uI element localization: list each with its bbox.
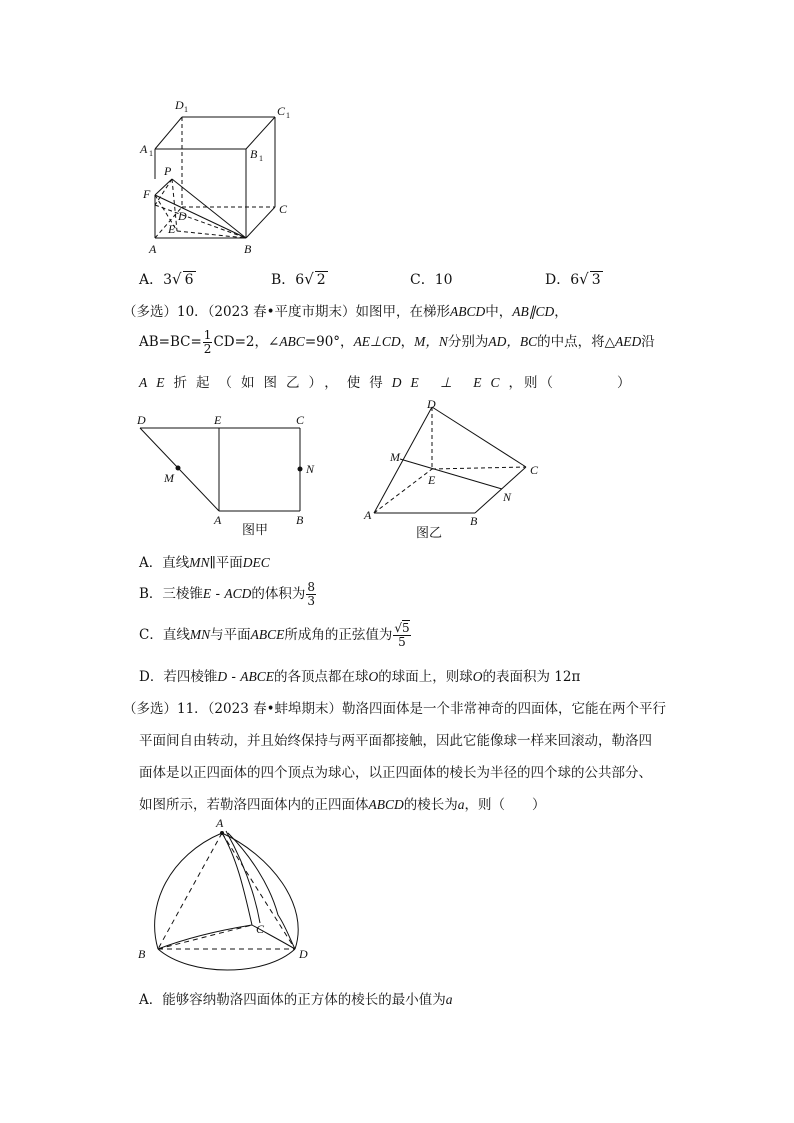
yi-label-C: C	[530, 463, 539, 477]
jia-label-A: A	[214, 513, 222, 527]
q11-line-2: 平面间自由转动，并且始终保持与两平面都接触，因此它能像球一样来回滚动，勒洛四	[139, 733, 652, 749]
q10-option-a[interactable]: A．直线MN∥平面DEC	[139, 555, 270, 571]
jia-label-C: C	[296, 413, 305, 427]
yi-label-N: N	[503, 490, 512, 504]
reuleaux-label-B: B	[138, 947, 146, 961]
reuleaux-label-A: A	[216, 816, 224, 830]
label-C1-sub: 1	[286, 111, 290, 120]
q10-line-3: AE折起（如图乙），使得DE ⊥ EC，则（ ）	[139, 375, 633, 391]
jia-label-N: N	[306, 462, 315, 476]
label-D1: D	[175, 98, 184, 112]
q11-line-3: 面体是以正四面体的四个顶点为球心，以正四面体的棱长为半径的四个球的公共部分、	[139, 765, 652, 781]
q9-option-a[interactable]: A．3√ 6	[139, 270, 194, 288]
yi-caption: 图乙	[416, 526, 443, 541]
reuleaux-label-C: C	[256, 922, 265, 936]
q11-option-a[interactable]: A．能够容纳勒洛四面体的正方体的棱长的最小值为a	[139, 992, 453, 1008]
label-C: C	[279, 202, 288, 216]
jia-label-B: B	[296, 513, 304, 527]
jia-label-M: M	[164, 471, 174, 485]
q11-line-1: （多选）11．（2023 春•蚌埠期末）勒洛四面体是一个非常神奇的四面体，它能在两个平行	[123, 701, 667, 717]
yi-label-M: M	[390, 450, 400, 464]
q11-line-4: 如图所示，若勒洛四面体内的正四面体ABCD的棱长为a，则（ ）	[139, 797, 546, 813]
label-A1-sub: 1	[149, 149, 153, 158]
cube-figure	[135, 95, 305, 265]
label-B: B	[244, 242, 252, 256]
label-B1-sub: 1	[259, 154, 263, 163]
yi-label-B: B	[470, 514, 478, 528]
reuleaux-figure	[130, 815, 330, 975]
q10-line-1: （多选）10．（2023 春•平度市期末）如图甲，在梯形ABCD中，AB∥CD，	[123, 304, 568, 320]
label-D: D	[178, 209, 187, 223]
reuleaux-label-D: D	[299, 947, 308, 961]
figure-yi	[360, 395, 560, 543]
figure-jia	[130, 410, 330, 540]
q10-line-2: AB=BC= $\frac{1}{2}$ CD=2，∠ABC=90°，AE⊥CD，M，N分别为AD，BC的中点，将△AED沿	[139, 328, 655, 356]
label-C1: C	[277, 104, 286, 118]
label-F: F	[143, 187, 151, 201]
label-A: A	[149, 242, 157, 256]
label-A1: A	[140, 142, 148, 156]
q10-option-b[interactable]: B．三棱锥E - ACD的体积为 $\frac{8}{3}$	[139, 580, 315, 608]
yi-label-E: E	[428, 473, 436, 487]
q10-option-c[interactable]: C．直线MN与平面ABCE所成角的正弦值为 $\frac{√5}{5}$	[139, 621, 410, 649]
label-B1: B	[250, 147, 258, 161]
jia-label-E: E	[214, 413, 222, 427]
label-D1-sub: 1	[184, 105, 188, 114]
jia-caption: 图甲	[242, 523, 269, 538]
q10-option-d[interactable]: D．若四棱锥D - ABCE的各顶点都在球O的球面上，则球O的表面积为 12π	[139, 669, 581, 685]
q9-option-c[interactable]: C．10	[410, 272, 453, 288]
jia-label-D: D	[137, 413, 146, 427]
yi-label-A: A	[364, 508, 372, 522]
label-E: E	[168, 222, 176, 236]
q9-option-d[interactable]: D．6√ 3	[545, 270, 601, 288]
label-P: P	[164, 164, 172, 178]
q9-option-b[interactable]: B．6√ 2	[271, 270, 326, 288]
yi-label-D: D	[427, 397, 436, 411]
